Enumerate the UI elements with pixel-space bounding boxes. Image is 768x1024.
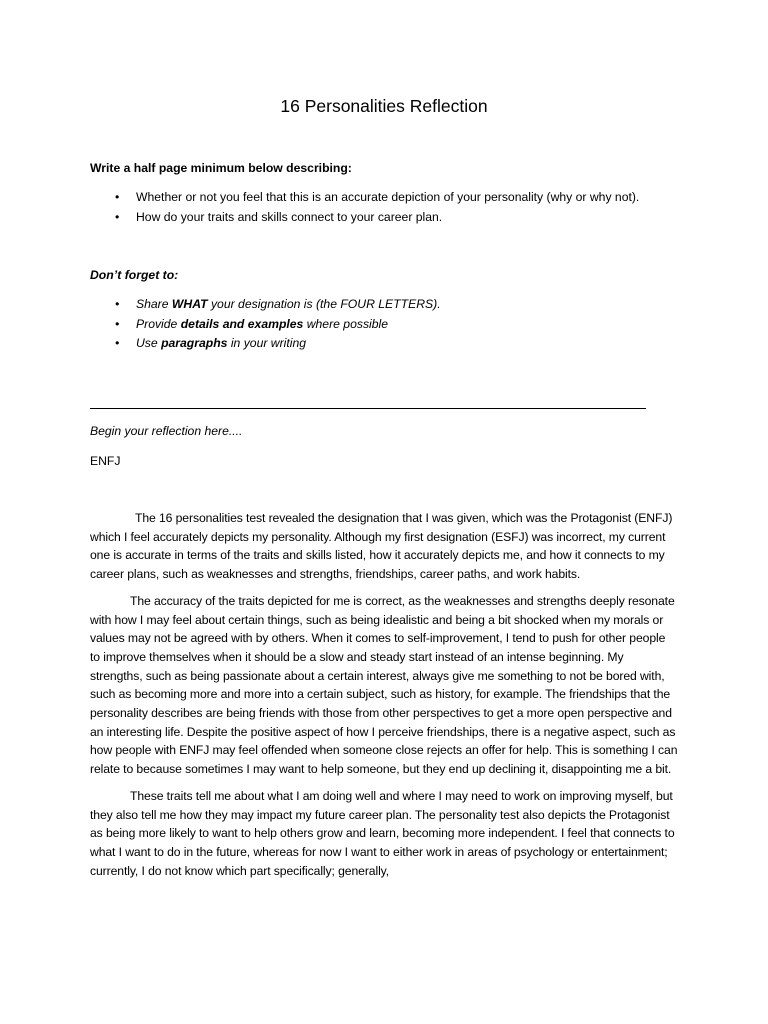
instructions-heading: Write a half page minimum below describing: [90,161,352,175]
instruction-text: How do your traits and skills connect to your career plan. [136,209,443,224]
reminder-text-post: in your writing [227,336,307,350]
reminder-text-post: your designation is (the FOUR LETTERS). [207,297,441,311]
instructions-list [90,188,690,227]
reminder-heading: Don’t forget to: [90,268,179,282]
bullet-icon: • [115,297,120,311]
reminder-text-post: where possible [303,316,389,331]
reminder-text-bold: paragraphs [161,336,228,350]
reflection-paragraph: The 16 personalities test revealed the designation that I was given, which was the Protagonist (ENFJ) which I feel accurately depicts my personality. Although my first designation (ESFJ) was incorrect, my current one is accurate in terms of the traits and skills listed, how it accurately depicts me, and how it connects to my career plans, such as weaknesses and strengths, friendships, career paths, and work habits. [90,511,673,582]
reminder-text-pre: Share [136,297,172,311]
list-item [90,315,690,335]
reminder-text-pre: Use [136,336,162,350]
bullet-icon: • [115,336,120,350]
instruction-text: Whether or not you feel that this is an accurate depiction of your personality (why or why not). [136,190,640,204]
list-item [90,188,690,208]
reminder-text-pre: Provide [136,316,181,331]
designation-text: ENFJ [90,454,121,468]
reminders-list [90,295,690,354]
document-title: 16 Personalities Reflection [280,96,488,116]
reminder-text-bold: details and examples [180,316,304,331]
list-item [90,208,690,228]
reminder-text-bold: WHAT [171,297,208,311]
reflection-body [90,509,678,888]
reflection-paragraph: The accuracy of the traits depicted for me is correct, as the weaknesses and strengths deeply resonate with how I may feel about certain things, such as being idealistic and being a bit shocked when my morals or values may not be agreed with by others. When it comes to self-improvement, I tend to push for other people to improve themselves when it should be a slow and steady start instead of an intense beginning. My strengths, such as being passionate about a certain interest, always give me something to not be bored with, such as becoming more and more into a certain subject, such as history, for example. The friendships that the personality describes are being friends with those from other perspectives to get a more open perspective and an interesting life. Despite the positive aspect of how I perceive friendships, there is a negative aspect, such as how people with ENFJ may feel offended when someone close rejects an offer for help. This is something I can relate to because sometimes I may want to help someone, but they end up declining it, disappointing me a bit. [90,593,678,777]
begin-prompt: Begin your reflection here.... [90,424,243,438]
bullet-icon: • [115,190,120,204]
list-item [90,295,690,315]
divider-line [90,408,646,409]
list-item [90,334,690,354]
bullet-icon: • [115,209,120,224]
bullet-icon: • [115,316,120,331]
reflection-paragraph: These traits tell me about what I am doing well and where I may need to work on improving myself, but they also tell me how they may impact my future career plan. The personality test also depicts the Protagonist as being more likely to want to help others grow and learn, becoming more independent. I feel that connects to what I want to do in the future, whereas for now I want to either work in areas of psychology or entertainment; currently, I do not know which part specifically; generally, [90,788,675,878]
